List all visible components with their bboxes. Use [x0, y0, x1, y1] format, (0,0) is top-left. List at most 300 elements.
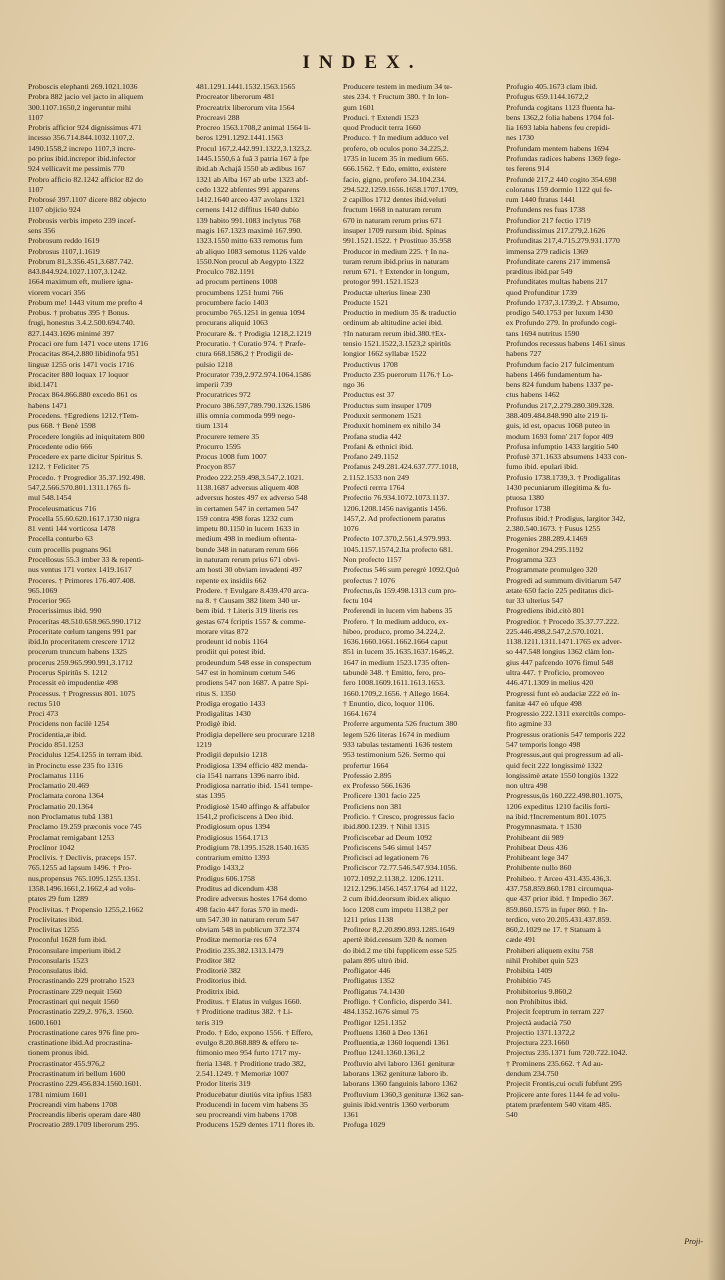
index-entry-line: 1735 in lucem 35 in medium 665. [343, 153, 449, 163]
index-entry-line: tensio 1521.1522,3.1523,2 spiritûs [343, 339, 451, 349]
index-entry-line: illis omnia commoda 999 nego- [196, 411, 296, 420]
index-entry-line: 860,2.1029 ne 17. † Statuam à [506, 925, 601, 935]
index-entry-line: Progenitor 294.295.1192 [506, 544, 584, 554]
index-entry-line: Proconsulatus ibid. [28, 966, 88, 976]
index-entry-line: Procella 55.60.620.1617.1730 nigra [28, 513, 140, 523]
index-entry-line: Projecit fceptrum in terram 227 [506, 1007, 605, 1017]
index-entry-line: Proclivitas 1255 [28, 925, 79, 935]
index-entry-line: Progredi ad summum divitiarum 547 [506, 575, 622, 585]
index-entry-line: profertur 1664 [343, 760, 389, 770]
index-entry-line: cernens 1412 diffitus 1640 dubio [196, 205, 299, 215]
index-entry-line: Progenies 288.289.4.1469 [506, 534, 588, 544]
index-entry-line: gius 447 pafcendo 1076 fimul 548 [506, 657, 614, 667]
index-entry-line: Proconful 1628 fum ibid. [28, 935, 107, 945]
index-entry-line: Procreandi vim habens 1708 [28, 1099, 117, 1109]
index-entry-line: Procrastinatum iri bellum 1600 [28, 1069, 126, 1078]
index-entry-line: Probra 882 jacio vel jacto in aliquem [28, 92, 144, 102]
index-entry-line: Proditor 382 [196, 955, 236, 965]
index-entry-line: Proconsulare imperium ibid.2 [28, 945, 121, 955]
index-entry-line: cia 1541 narrans 1396 narro ibid. [196, 770, 300, 780]
index-entry-line: Produci. † Extendi 1523 [343, 112, 419, 122]
index-entry-line: 1212. † Feliciter 75 [28, 462, 90, 472]
index-entry-line: apertè ibid.censum 320 & nomen [343, 935, 447, 945]
index-entry-line: Prodigus 606.1758 [196, 873, 255, 883]
index-entry-line: 991.1521.1522. † Prostituo 35.958 [343, 236, 452, 246]
index-entry-line: ibid.800.1239. † Nihil 1315 [343, 822, 430, 832]
index-entry-line: in naturam rerum prius 671 obvi- [196, 554, 300, 564]
index-entry-line: facio, gigno, profero 34.104.234. [343, 174, 447, 184]
index-entry-line: Procrastinatione cares 976 fine pro- [28, 1027, 140, 1037]
index-entry-line: Proditæ memoriæ res 674 [196, 935, 277, 945]
index-entry-line: immensa 279 radicis 1369 [506, 246, 589, 256]
index-entry-line: 446.471.1309 in melius 420 [506, 678, 594, 688]
index-entry-line: Procax 864.866.880 excedo 861 os [28, 390, 138, 400]
index-entry-line: 159 contra 498 foras 1232 cum [196, 513, 294, 523]
index-entry-line: Processit eò impudentiæ 498 [28, 678, 118, 688]
index-entry-line: laborans 1360 fanguinis laboro 1362 [343, 1079, 458, 1089]
index-column-1 [28, 82, 193, 1230]
index-entry-line: Probrosé 397.1107 dicere 882 objecto [28, 195, 147, 205]
index-entry-line: fanitæ 447 eò ufque 498 [506, 698, 582, 708]
index-entry-line: Proceleusmaticus 716 [28, 503, 97, 513]
index-entry-line: Proficio. † Cresco, progressus facio [343, 811, 455, 821]
index-entry-line: Progressio 222.1311 exercitûs compo- [506, 709, 626, 719]
index-entry-line: 1636.1660.1661.1662.1664 caput [343, 637, 448, 647]
index-entry-line: rectus 510 [28, 698, 61, 708]
index-entry-line: Profectus 546 sum peregrè 1092.Quò [343, 565, 460, 575]
index-entry-line: rum 1440 ftratus 1441 [506, 195, 576, 205]
index-entry-line: hibeo, produco, promo 34.224,2. [343, 626, 446, 636]
index-entry-line: 481.1291.1441.1532.1563.1565 [196, 82, 296, 91]
index-entry-line: rerum 671. † Extendor in longum, [343, 267, 450, 277]
index-entry-line: 1072.1092,2.1138,2. 1206.1211. [343, 873, 444, 883]
index-entry-line: Produco. † In medium adduco vel [343, 133, 449, 143]
index-entry-line: Procyon 857 [196, 462, 236, 472]
index-entry-line: Prodigiosa 1394 efficio 482 menda- [196, 760, 309, 770]
index-entry-line: procumbo 765.1251 in genua 1094 [196, 308, 305, 318]
index-entry-line: Proclamo 19.259 præconis voce 745 [28, 822, 142, 832]
index-entry-line: morare vitas 872 [196, 626, 249, 636]
index-entry-line: Profusè 371.1633 absumens 1433 con- [506, 452, 628, 462]
index-entry-line: Prohibente nullo 860 [506, 863, 572, 873]
index-entry-line: Programma 323 [506, 554, 557, 564]
index-entry-line: 1430 pecuniarum illegitima & fu- [506, 482, 612, 492]
index-entry-line: ordinum ab altitudine aciei ibid. [343, 318, 443, 328]
index-entry-line: Profani & ethnici ibid. [343, 441, 414, 451]
index-entry-line: Produxit sermonem 1521 [343, 411, 422, 420]
index-entry-line: Proditus. † Elatus in vulgus 1660. [196, 997, 302, 1007]
index-entry-line: longissimè ætate 1550 longiùs 1322 [506, 770, 619, 780]
index-entry-line: nus,propensus 765.1095.1255.1351. [28, 873, 141, 883]
index-entry-line: ab aliquo 1083 semotus 1126 valde [196, 246, 306, 256]
index-entry-line: ibid.In proceritatem crescere 1712 [28, 637, 135, 647]
index-entry-line: Profundè 217,2 440 cogito 354.698 [506, 174, 617, 184]
index-entry-line: lia 1693 labia habens feu crepidi- [506, 123, 611, 133]
index-entry-line: in certamen 547 in certamen 547 [196, 503, 299, 513]
index-entry-line: Profecto 107.370,2.561,4.979.993. [343, 534, 452, 544]
index-entry-line: 965.1069 [28, 585, 58, 595]
index-entry-line: Proficiscebar ad Deum 1092 [343, 832, 432, 842]
index-entry-line: imperii 739 [196, 380, 233, 390]
index-entry-line: Progressus,aut qui progressum ad ali- [506, 750, 624, 760]
index-entry-line: Probum me! 1443 vitum me prefto 4 [28, 297, 143, 307]
index-entry-line: 2.380.540.1673. † Fusus 1255 [506, 524, 601, 534]
index-entry-line: Prodire adversus hostes 1764 domo [196, 894, 307, 904]
index-entry-line: Proclamatio 20.1364 [28, 801, 93, 811]
index-entry-line: 437.758.859.860.1781 circumqua- [506, 883, 614, 893]
index-entry-line: Prodigiosum opus 1394 [196, 822, 271, 832]
index-entry-line: Proceritate cœlum tangens 991 par [28, 626, 137, 636]
index-entry-line: Procuratrices 972 [196, 390, 251, 400]
index-entry-line: 1076 [343, 524, 359, 534]
index-entry-line: Profundior 217 fectio 1719 [506, 215, 591, 225]
index-entry-line: Profundo 1737,3.1739,2. † Absumo, [506, 297, 620, 307]
index-entry-line: loco 1208 cum impetu 1138,2 per [343, 904, 448, 914]
index-entry-line: um 547.30 in naturam rerum 547 [196, 914, 300, 924]
index-entry-line: 1138.1687 adversus aliquem 408 [196, 482, 299, 492]
index-entry-line: so 447.548 longius 1362 clàm lon- [506, 647, 615, 657]
index-entry-line: Procedere longiùs ad iniquitatem 800 [28, 431, 145, 441]
index-entry-line: Profugus 659.1144.1672,2 [506, 92, 589, 102]
index-entry-line: Procrastinatio 229,2. 976,3. 1560. [28, 1007, 134, 1017]
index-entry-line: gum 1601 [343, 102, 375, 112]
index-entry-line: Producere testem in medium 34 te- [343, 82, 453, 91]
index-entry-line: 388.409.484.848.990 alte 219 li- [506, 411, 608, 420]
index-entry-line: Proclamat remigabant 1253 [28, 832, 115, 842]
index-entry-line: Prodigiosè 1540 affingo & affabulor [196, 801, 310, 811]
index-entry-line: fectu 104 [343, 596, 373, 606]
index-entry-line: 670 in naturam rerum prius 671 [343, 215, 442, 225]
index-entry-line: Profecti rerrra 1764 [343, 482, 405, 492]
index-entry-line: Produxit hominem ex nihilo 34 [343, 421, 441, 431]
index-entry-line: bunde 348 in naturam rerum 666 [196, 544, 299, 554]
index-entry-line: Procrastinare 229 nequit 1560 [28, 986, 122, 996]
index-entry-line: do ibid.2 me tibi fupplicem esse 525 [343, 945, 457, 955]
index-entry-line: 1781 nimium 1601 [28, 1089, 88, 1099]
index-entry-line: tium 1314 [196, 421, 228, 431]
index-entry-line: Procrastinator 455.976,2 [28, 1058, 105, 1068]
index-entry-line: modum 1693 fomn' 217 fopor 409 [506, 431, 614, 441]
index-entry-line: Projectus 235.1371 fum 720.722.1042. [506, 1048, 628, 1058]
index-entry-line: 1412.1640 arceo 437 avolans 1321 [196, 195, 305, 205]
index-entry-line: ibid.ab Achajâ 1550 ab ædibus 167 [196, 164, 306, 174]
index-entry-line: Progrediens ibid.citò 801 [506, 606, 585, 616]
index-entry-line: Producebatur diutiùs vita ipfius 1583 [196, 1089, 312, 1099]
index-entry-line: Prodigalitas 1430 [196, 709, 251, 719]
index-entry-line: 2.541.1249. † Memoriæ 1007 [196, 1069, 289, 1078]
index-entry-line: Proficiscens 546 simul 1457 [343, 842, 432, 852]
index-entry-line: Proconsularis 1523 [28, 955, 88, 965]
index-entry-line: 1361 [343, 1110, 359, 1120]
index-entry-line: Projicere ante fores 1144 fe ad volu- [506, 1089, 620, 1099]
index-entry-line: impetu 80.1150 in lucem 1633 in [196, 524, 300, 534]
index-entry-line: Projectà audacià 750 [506, 1017, 571, 1027]
index-entry-line: Proclinor 1042 [28, 842, 75, 852]
index-entry-line: Projectio 1371.1372,2 [506, 1027, 576, 1037]
index-entry-line: Probrum 81,3.356.451,3.687.742. [28, 256, 134, 266]
index-entry-line: linguæ 1255 oris 1471 vocis 1716 [28, 359, 134, 369]
index-entry-line: prodeundum 548 esse in conspectum [196, 657, 312, 667]
index-entry-line: quod Producit terra 1660 [343, 123, 421, 133]
index-entry-line: Profligator 446 [343, 966, 391, 976]
index-entry-line: Procidentia,æ ibid. [28, 729, 87, 739]
index-entry-line: Profanus 249.281.424.637.777.1018, [343, 462, 459, 472]
index-entry-line: Profectio 76.934.1072.1073.1137. [343, 493, 450, 503]
index-entry-line: Proceres. † Primores 176.407.408. [28, 575, 136, 585]
index-entry-line: 1206.1208.1456 navigantis 1456. [343, 503, 448, 513]
index-entry-line: non Proclamatus tubâ 1381 [28, 811, 114, 821]
index-entry-line: ritus S. 1350 [196, 688, 236, 698]
index-entry-line: Proficisci ad legationem 76 [343, 853, 429, 863]
index-entry-line: prodigo 540.1753 per luxum 1430 [506, 308, 613, 318]
index-entry-line: Proculco 782.1191 [196, 267, 255, 277]
index-entry-line: Proclivitates ibid. [28, 914, 84, 924]
index-entry-line: Progymnasmata. † 1530 [506, 822, 582, 832]
index-entry-line: Procerissimus ibid. 990 [28, 606, 102, 616]
index-entry-line: 1664.1674 [343, 709, 377, 719]
index-entry-line: Profusio 1738.1739,3. † Prodigalitas [506, 472, 621, 482]
index-entry-line: viorem vocari 356 [28, 287, 86, 297]
index-entry-line: magis 167.1323 maximè 167.990. [196, 225, 303, 235]
index-entry-line: 484.1352.1676 simul 75 [343, 1007, 419, 1017]
index-entry-line: Procerus Spiritûs S. 1212 [28, 668, 108, 678]
index-entry-line: Proditrix ibid. [196, 986, 240, 996]
index-entry-line: Non profecto 1157 [343, 554, 402, 564]
index-entry-line: pus 668. † Benè 1598 [28, 421, 96, 431]
index-entry-line: Profligor 1251.1352 [343, 1017, 407, 1027]
index-entry-line: gestas 674 fcriptis 1557 & comme- [196, 616, 306, 626]
index-entry-line: 498 facio 447 foras 570 in medi- [196, 904, 299, 914]
index-entry-line: Profectus,ûs 159.498.1313 cum pro- [343, 585, 457, 595]
index-entry-line: Profunditates multas habens 217 [506, 277, 608, 287]
index-entry-line: Procacitas 864,2.880 libidinofa 951 [28, 349, 140, 359]
index-entry-line: Prodigia depellere seu procurare 1218 [196, 729, 315, 739]
index-entry-line: nus ventus 171 vortex 1419.1617 [28, 565, 132, 575]
index-entry-line: Procreo 1563.1708,2 animal 1564 li- [196, 123, 311, 133]
index-entry-line: habens 1466 fundamentum ha- [506, 369, 603, 379]
index-entry-line: Procreavi 288 [196, 112, 240, 122]
index-entry-line: 666.1562. † Edo, emitto, existere [343, 164, 447, 174]
index-entry-line: 1323.1550 mitto 633 remotus fum [196, 236, 303, 246]
index-entry-line: 225.446.498,2.547,2.570.1021. [506, 626, 604, 636]
index-entry-line: crastinatione ibid.Ad procrastina- [28, 1038, 133, 1048]
index-entry-line: non ultra 498 [506, 781, 548, 791]
index-entry-line: 547,2.566.570.801.1311.1765 fi- [28, 482, 131, 492]
index-entry-line: Procrastinando 229 protraho 1523 [28, 976, 135, 986]
index-entry-line: nihil Prohibet quin 523 [506, 955, 579, 965]
index-entry-line: ctura 668.1586,2 † Prodigii de- [196, 349, 294, 359]
index-entry-line: Programmate promulgeo 320 [506, 565, 598, 575]
index-entry-line: 294.522.1259.1656.1658.1707.1709, [343, 184, 459, 194]
index-entry-line: Procedere ex parte dicitur Spiritus S. [28, 452, 143, 462]
index-entry-line: 1600.1601 [28, 1017, 62, 1027]
index-entry-line: † Enuntio, dico, loquor 1106. [343, 698, 435, 708]
index-entry-line: 1490.1558,2 increpo 1107,3 incre- [28, 143, 136, 153]
index-entry-line: evulgo 8.20.868.889 & effero te- [196, 1038, 299, 1048]
index-entry-line: Proceritas 48.510.658.965.990.1712 [28, 616, 142, 626]
index-entry-line: Profusor 1738 [506, 503, 551, 513]
index-entry-line: seu procreandi vim habens 1708 [196, 1110, 297, 1120]
index-entry-line: 924 vellicavit me pessimis 770 [28, 164, 125, 174]
index-entry-line: que 437 prior ibid. † Impedio 367. [506, 894, 614, 904]
index-entry-line: contrarium emitto 1393 [196, 853, 270, 863]
index-entry-line: Procrastinari qui nequit 1560 [28, 997, 119, 1007]
index-entry-line: Producto 235 puerorum 1176.† Lo- [343, 369, 454, 379]
index-entry-line: 1107 [28, 184, 44, 194]
index-entry-line: 1138.1211.1311.1471.1765 ex adver- [506, 637, 622, 647]
index-entry-line: ptuosa 1380 [506, 493, 544, 503]
index-entry-line: procerum truncum habens 1325 [28, 647, 127, 657]
index-entry-line: Prohibeant dii 989 [506, 832, 564, 842]
index-entry-line: Professio 2.895 [343, 770, 392, 780]
index-entry-line: Producendi in lucem vim habens 35 [196, 1099, 308, 1109]
index-entry-line: fteria 1348. † Proditione trado 382, [196, 1058, 306, 1068]
index-entry-line: fito agmine 33 [506, 719, 552, 729]
index-entry-line: 827.1443.1696 minimé 397 [28, 328, 115, 338]
index-entry-line: dendum 234.750 [506, 1069, 559, 1078]
index-entry-line: ultra 447. † Proficio, promoveo [506, 668, 605, 678]
index-entry-line: 2 cum ibid.deorsum ibid.ex aliquo [343, 894, 450, 904]
catchword: Proji- [684, 1237, 703, 1246]
index-entry-line: Progressi funt eò audaciæ 222 eò in- [506, 688, 620, 698]
index-entry-line: †In naturam rerum ibid.380.†Ex- [343, 328, 447, 338]
index-entry-line: frugi, honestus 3.4.2.500.694.740. [28, 318, 135, 328]
index-entry-line: Profundens res fuas 1738 [506, 205, 586, 215]
index-entry-line: Profluens 1360 à Deo 1361 [343, 1027, 429, 1037]
index-entry-line: 1457,2. Ad profectionem paratus [343, 513, 446, 523]
index-entry-line: Profunditas 217,4.715.279.931.1770 [506, 236, 620, 246]
index-entry-line: Projecit Frontis,cui oculi fubfunt 295 [506, 1079, 622, 1089]
index-entry-line: Procreatio 289.1709 liberorum 295. [28, 1120, 140, 1130]
index-entry-line: 1206 expeditus 1210 facilis forti- [506, 801, 610, 811]
index-entry-line: procumbere facio 1403 [196, 297, 269, 307]
index-entry-line: Productivus 1708 [343, 359, 398, 369]
index-entry-line: fumo ibid. epulari ibid. [506, 462, 579, 472]
index-entry-line: Profuga 1029 [343, 1120, 386, 1130]
index-entry-line: Probrosis verbis impeto 239 incef- [28, 215, 136, 225]
index-entry-line: longior 1662 syllabæ 1522 [343, 349, 427, 359]
index-entry-line: Procreatrix liberorum vita 1564 [196, 102, 295, 112]
index-entry-line: Proditorius ibid. [196, 976, 247, 986]
index-entry-line: coloratus 159 dormio 1122 qui fe- [506, 184, 613, 194]
index-entry-line: 139 habito 991.1083 inclytus 768 [196, 215, 301, 225]
index-entry-line: Profusus ibid.† Prodigus, largitor 342, [506, 513, 626, 523]
index-entry-line: Prodeo 222.259.498,3.547,2.1021. [196, 472, 304, 482]
index-entry-line: Procuro 386.597,789.790.1326.1586 [196, 400, 311, 410]
index-entry-line: adversus hostes 497 ex adverso 548 [196, 493, 308, 503]
index-entry-line: 300.1107.1650,2 ingeruntur mihi [28, 102, 132, 112]
index-entry-line: Projectura 223.1660 [506, 1038, 570, 1048]
index-entry-line: Prohibita 1409 [506, 966, 553, 976]
index-entry-line: Procerior 965 [28, 596, 71, 606]
index-entry-line: Procul 167,2.442.991.1322,3.1323,2. [196, 143, 312, 153]
index-entry-line: Procidens non facilè 1254 [28, 719, 110, 729]
index-entry-line: Profugio 405.1673 clam ibid. [506, 82, 598, 91]
index-entry-line: prodiit qui potest ibid. [196, 647, 266, 657]
index-entry-line: Profligatus 74.1430 [343, 986, 405, 996]
index-entry-line: Proclamatus 1116 [28, 770, 84, 780]
index-entry-line: 765.1255 ad lapsum 1496. † Pro- [28, 863, 132, 873]
index-entry-line: Procido 851.1253 [28, 740, 84, 749]
index-entry-line: ctus habens 1462 [506, 390, 560, 400]
index-entry-line: Proficere 1301 facio 225 [343, 791, 421, 801]
index-entry-line: bens 824 fundum habens 1337 pe- [506, 380, 614, 390]
index-entry-line: Procurare &. † Prodigia 1218,2.1219 [196, 328, 312, 338]
index-entry-line: Processus. † Progressus 801. 1075 [28, 688, 136, 698]
index-entry-line: stas 1395 [196, 791, 226, 801]
index-entry-line: laborans 1362 genituræ laboro ib. [343, 1069, 449, 1078]
index-entry-line: palam 895 ultrò ibid. [343, 955, 409, 965]
index-entry-line: Procrastino 229.456.834.1560.1601. [28, 1079, 142, 1089]
index-entry-line: 1045.1157.1574,2.Ita profecto 681. [343, 544, 453, 554]
index-entry-line: 1660.1709,2.1656. † Allego 1664. [343, 688, 450, 698]
index-entry-line: Profundos recessus habens 1461 sinus [506, 339, 626, 349]
index-entry-line: Probus. † probatus 395 † Bonus. [28, 308, 130, 318]
index-entry-line: guis, id est, opacus 1068 puteo in [506, 421, 610, 431]
index-entry-line: teris 319 [196, 1017, 224, 1027]
index-entry-line: cedo 1322 abfentes 991 apparens [196, 184, 300, 194]
index-entry-line: 1647 in medium 1523.1735 often- [343, 657, 450, 667]
index-entry-line: Prodigè ibid. [196, 719, 237, 729]
index-entry-line: 547 temporis longo 498 [506, 740, 581, 749]
index-entry-line: Producor in medium 225. † In na- [343, 246, 449, 256]
index-entry-line: medium 498 in medium oftenta- [196, 534, 297, 544]
index-entry-line: Probrosus 1107,1.1619 [28, 246, 100, 256]
index-entry-line: Productæ ulterius lineæ 230 [343, 287, 431, 297]
index-entry-line: Prodigiosus 1564.1713 [196, 832, 268, 842]
index-entry-line: Probris afficior 924 dignissimus 471 [28, 123, 142, 133]
index-entry-line: na ibid.†Incrementum 801.1075 [506, 811, 607, 821]
index-entry-line: Procedens. †Egrediens 1212.†Tem- [28, 411, 139, 420]
index-entry-line: Probrosum reddo 1619 [28, 236, 100, 246]
index-entry-line: procurans aliquid 1063 [196, 318, 268, 328]
index-entry-line: Prodor literis 319 [196, 1079, 251, 1089]
index-entry-line: Profundus 217,2.279.280.309.328. [506, 400, 615, 410]
index-entry-line: profectus ? 1076 [343, 575, 395, 585]
index-entry-line: Profligo. † Conficio, disperdo 341. [343, 997, 452, 1007]
index-entry-line: Prohibeant lege 347 [506, 853, 569, 863]
index-entry-line: 1541,2 proficiscens à Deo ibid. [196, 811, 294, 821]
index-entry-line: Procreandis liberis operam dare 480 [28, 1110, 141, 1120]
index-entry-line: Procuratio. † Curatio 974. † Præfe- [196, 339, 306, 349]
index-entry-line: tes ferens 914 [506, 164, 550, 174]
page-edge-shadow [707, 0, 725, 1280]
index-entry-line: Prohibeat Deus 436 [506, 842, 568, 852]
index-entry-line: tionem pronus ibid. [28, 1048, 89, 1058]
index-entry-line: Profundissimus 217.279,2.1626 [506, 225, 606, 235]
index-entry-line: Profluvium 1360,3 genituræ 1362 san- [343, 1089, 464, 1099]
index-entry-line: Prodiga erogatio 1433 [196, 698, 266, 708]
index-entry-line: tur 33 ulterius 547 [506, 596, 564, 606]
index-entry-line: Proditio 235.382.1313.1479 [196, 945, 284, 955]
index-entry-line: Proclivitas. † Propensio 1255,2.1662 [28, 904, 144, 914]
index-entry-line: † Proditione traditus 382. † Li- [196, 1007, 293, 1017]
index-entry-line: Procreator liberorum 481 [196, 92, 275, 102]
index-entry-line: Procaciter 880 loquax 17 loquor [28, 369, 129, 379]
index-entry-line: 1212.1296.1456.1457.1764 ad 1122, [343, 883, 458, 893]
index-entry-line: Procedo. † Progredior 35.37.192.498. [28, 472, 146, 482]
index-entry-line: ad procum pertinens 1008 [196, 277, 278, 287]
index-entry-line: Producens 1529 dentes 1711 flores ib. [196, 1120, 315, 1130]
index-entry-line: Proditoriè 382 [196, 966, 241, 976]
index-entry-line: Profero. † In medium adduco, ex- [343, 616, 449, 626]
index-entry-line: † Prominens 235.662. † Ad au- [506, 1058, 604, 1068]
index-entry-line: Prohiberi aliquem exitu 758 [506, 945, 594, 955]
index-entry-line: na 8. † Causam 382 litem 340 ur- [196, 596, 301, 606]
index-entry-line: Progressus orationis 547 temporis 222 [506, 729, 626, 739]
index-entry-line: sens 356 [28, 225, 56, 235]
index-entry-line: Profundas radices habens 1369 fege- [506, 153, 621, 163]
